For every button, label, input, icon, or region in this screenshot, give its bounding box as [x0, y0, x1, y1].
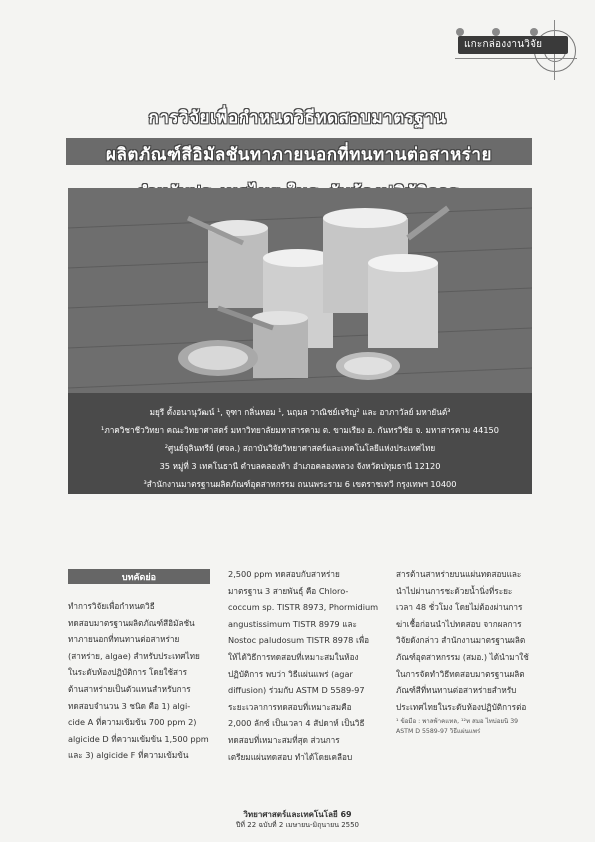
abstract-line: ประเทศไทยในระดับห้องปฏิบัติการต่อ — [396, 701, 527, 712]
abstract-column-3 — [396, 566, 544, 737]
affiliation-3: ³สำนักงานมาตรฐานผลิตภัณฑ์อุตสาหกรรม ถนนพระราม 6 เขตราชเทวี กรุงเทพฯ 10400 — [143, 479, 457, 489]
abstract-line: และ 3) algicide F ที่ความเข้มข้น — [68, 750, 189, 761]
abstract-line: (สาหร่าย, algae) สำหรับประเทศไทย — [68, 650, 200, 661]
abstract-line: ให้ได้วิธีการทดสอบที่เหมาะสมในห้อง — [228, 651, 359, 662]
abstract-line: ปฏิบัติการ พบว่า วิธีแผ่นแพร่ (agar — [228, 668, 353, 679]
abstract-line: เวลา 48 ชั่วโมง โดยไม่ต้องผ่านการ — [396, 602, 523, 613]
abstract-line: ในระดับห้องปฏิบัติการ โดยใช้สาร — [68, 667, 188, 678]
abstract-line: ทดสอบที่เหมาะสมที่สุด ส่วนการ — [228, 734, 340, 745]
section-tag-label: แกะกล่องงานวิจัย — [464, 39, 543, 50]
abstract-line: coccum sp. TISTR 8973, Phormidium — [228, 602, 379, 613]
decor-dot — [492, 28, 500, 36]
abstract-line: วิจัยดังกล่าว สำนักงานมาตรฐานผลิต — [396, 635, 526, 646]
abstract-line: ภัณฑ์อุตสาหกรรม (สมอ.) ได้นำมาใช้ — [396, 651, 529, 662]
abstract-column-1 — [68, 598, 212, 764]
abstract-heading-bar — [68, 569, 210, 584]
abstract-line: ในการจัดทำวิธีทดสอบมาตรฐานผลิต — [396, 668, 525, 679]
affiliation-1: ¹ภาควิชาชีววิทยา คณะวิทยาศาสตร์ มหาวิทยาลัยมหาสารคาม ต. ขามเรียง อ. กันทรวิชัย จ. มหาสารคาม 44150 — [101, 425, 499, 435]
abstract-line: ทาภายนอกที่ทนทานต่อสาหร่าย — [68, 634, 180, 645]
abstract-column-2 — [228, 566, 380, 765]
abstract-line: ฆ่าเชื้อก่อนนำไปทดสอบ จากผลการ — [396, 618, 522, 629]
abstract-line: ภัณฑ์สีที่ทนทานต่อสาหร่ายสำหรับ — [396, 685, 517, 696]
footnote-line: ASTM D 5589-97 วิธีแผ่นแพร่ — [396, 728, 481, 736]
author-names: มยุรี ตั้งอนานุวัฒน์ ¹, จุฑา กลิ่นหอม ¹, นฤมล วาณิชย์เจริญ² และ อาภาวัลย์ มหายันต์³ — [149, 407, 451, 417]
affiliation-2a: ²ศูนย์จุลินทรีย์ (ศจล.) สถาบันวิจัยวิทยาศาสตร์และเทคโนโลยีแห่งประเทศไทย — [164, 443, 436, 453]
abstract-line: ต้านสาหร่ายเป็นตัวแทนสำหรับการ — [68, 683, 191, 694]
section-tag — [458, 36, 568, 54]
abstract-line: ทำการวิจัยเพื่อกำหนดวิธี — [68, 601, 155, 611]
abstract-line: เตรียมแผ่นทดสอบ ทำได้โดยเคลือบ — [228, 751, 353, 762]
title-line-1: การวิจัยเพื่อกำหนดวิธีทดสอบมาตรฐาน — [148, 108, 447, 128]
decor-dot — [456, 28, 464, 36]
title-band — [66, 138, 532, 165]
cover-photo — [68, 188, 532, 494]
abstract-line: ทดสอบจำนวน 3 ชนิด คือ 1) algi- — [68, 700, 191, 711]
author-block — [68, 398, 532, 494]
abstract-line: Nostoc paludosum TISTR 8978 เพื่อ — [228, 635, 370, 646]
journal-issue: ปีที่ 22 ฉบับที่ 2 เมษายน-มิถุนายน 2550 — [235, 821, 360, 829]
abstract-line: นำไปผ่านการชะด้วยน้ำนิ่งที่ระยะ — [396, 585, 513, 596]
abstract-line: 2,000 ลักซ์ เป็นเวลา 4 สัปดาห์ เป็นวิธี — [228, 718, 365, 729]
title-line-2: ผลิตภัณฑ์สีอิมัลชันทาภายนอกที่ทนทานต่อสาหร่าย — [106, 145, 492, 165]
decor-line — [455, 58, 577, 59]
abstract-line: diffusion) ร่วมกับ ASTM D 5589-97 — [228, 685, 365, 696]
abstract-line: ระยะเวลาการทดสอบที่เหมาะสมคือ — [228, 701, 352, 712]
journal-name: วิทยาศาสตร์และเทคโนโลยี 69 — [243, 810, 352, 819]
abstract-line: สารต้านสาหร่ายบนแผ่นทดสอบและ — [396, 569, 522, 579]
footnote-line: ¹ ข้อมือ : พาลพ้าคแทล, ¹²ท สมอ ไทบ่อยนิ 39 — [396, 718, 519, 726]
abstract-heading: บทคัดย่อ — [121, 573, 157, 583]
decor-dot — [530, 28, 538, 36]
abstract-line: มาตรฐาน 3 สายพันธุ์ คือ Chloro- — [228, 585, 349, 596]
affiliation-2b: 35 หมู่ที่ 3 เทคโนธานี ตำบลคลองห้า อำเภอคลองหลวง จังหวัดปทุมธานี 12120 — [159, 461, 441, 471]
abstract-line: angustissimum TISTR 8979 และ — [228, 618, 357, 629]
abstract-line: cide A ที่ความเข้มข้น 700 ppm 2) — [68, 717, 197, 728]
abstract-line: algicide D ที่ความเข้มข้น 1,500 ppm — [68, 733, 209, 744]
abstract-line: ทดสอบมาตรฐานผลิตภัณฑ์สีอิมัลชัน — [68, 617, 195, 628]
abstract-line: 2,500 ppm ทดสอบกับสาหร่าย — [228, 569, 340, 579]
